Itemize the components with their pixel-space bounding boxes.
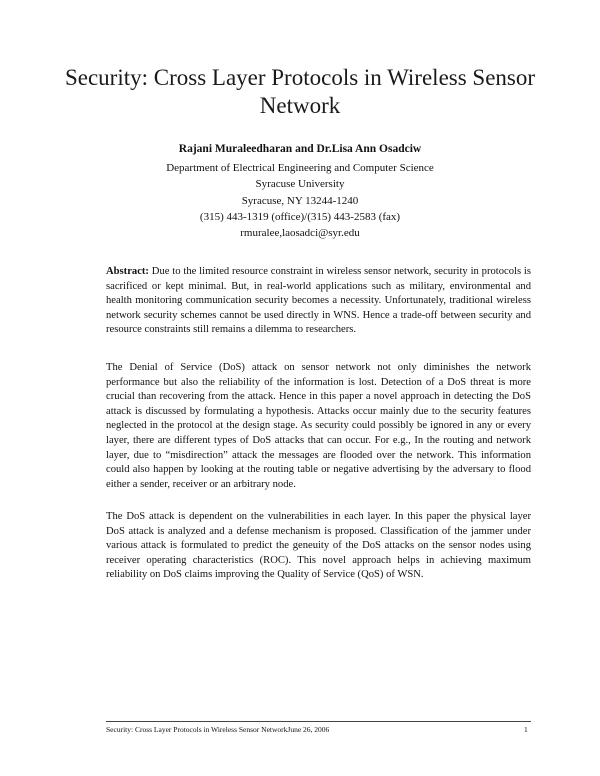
body-paragraph-3: The DoS attack is dependent on the vulnerabilities in each layer. In this paper the physical layer DoS attack is analyzed and a defense mechanism is proposed. Classification of the jammer under various attack is formulated to predict the geneuity of the DoS attacks on the sensor nodes using receiver operating characteristics (ROC). This novel approach helps in achieving maximum reliability on DoS claims improving the Quality of Service (QoS) of WSN.	[106, 511, 531, 581]
abstract-text: Due to the limited resource constraint in wireless sensor network, security in protocols is sacrificed or kept minimal. But, in real-world applications such as military, environmental and health monitoring communication security becomes a necessity. Unfortunately, traditional wireless network security schemes cannot be used directly in WNS. Hence a trade-off between security and resource constraints still remains a dilemma to researchers.	[106, 266, 531, 336]
footer-text: Security: Cross Layer Protocols in Wireless Sensor NetworkJune 26, 2006	[106, 725, 330, 734]
page-number: 1	[524, 725, 528, 734]
author-names: Rajani Muraleedharan and Dr.Lisa Ann Osadciw	[178, 143, 422, 155]
footer-divider	[106, 721, 531, 722]
abstract-label: Abstract:	[106, 266, 149, 277]
affiliation-university: Syracuse University	[255, 178, 345, 191]
affiliation-phone: (315) 443-1319 (office)/(315) 443-2583 (fax)	[199, 210, 401, 223]
affiliation-department: Department of Electrical Engineering and Computer Science	[166, 162, 434, 174]
affiliation-email: rmuralee,laosadci@syr.edu	[240, 227, 360, 240]
affiliation-block	[60, 160, 540, 241]
abstract-paragraph	[106, 265, 531, 338]
affiliation-address: Syracuse, NY 13244-1240	[241, 194, 359, 207]
body-paragraph-2: The Denial of Service (DoS) attack on sensor network not only diminishes the network performance but also the reliability of the information is lost. Detection of a DoS threat is more crucial than recovering from the attack. Hence in this paper a novel approach in detecting the DoS attack is discussed by formulating a hypothesis. Attacks occur mainly due to the security features neglected in the protocol at the design stage. As security could possibly be ignored in any or every layer, there are different types of DoS attacks that can occur. For e.g., In the routing and network layer, due to “misdirection” attack the messages are flooded over the network. This information could also happen by looking at the routing table or negative advertising by the adversary to flood either a sender, receiver or an arbitrary node.	[106, 362, 531, 490]
paper-title: Security: Cross Layer Protocols in Wireless Sensor Network	[64, 65, 536, 118]
